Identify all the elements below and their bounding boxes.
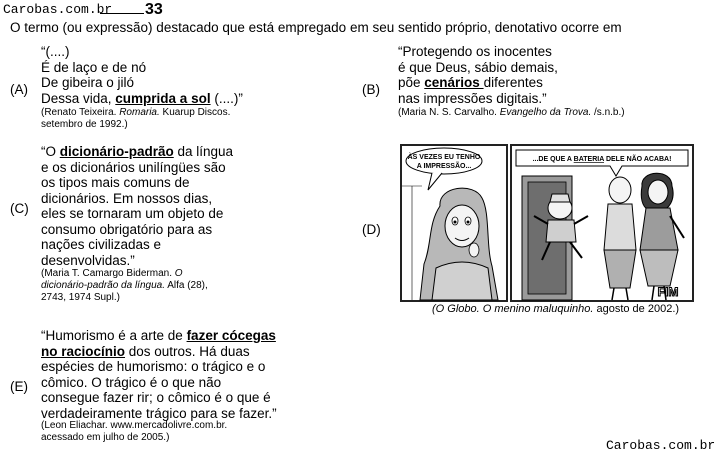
- question-stem: O termo (ou expressão) destacado que está empregado em seu sentido próprio, denotativo ocorre em: [10, 20, 622, 35]
- option-a-line: É de laço e de nó: [41, 59, 147, 75]
- option-b-line: “Protegendo os inocentes: [398, 44, 552, 59]
- option-a-line: De gibeira o jiló: [41, 75, 135, 90]
- site-name-bottom: Carobas.com.br: [606, 438, 715, 453]
- option-e-line: consegue fazer rir; o cômico é o que é: [41, 390, 271, 405]
- option-a-text: [41, 44, 243, 106]
- option-e-line: cômico. O trágico é o que não: [41, 374, 222, 390]
- option-e-highlight-2: no raciocínio: [41, 343, 126, 359]
- option-b-text: [398, 44, 558, 106]
- bubble-2: ...DE QUE A BATERIA DELE NÃO ACABA!: [532, 156, 672, 163]
- comic-panel-2: [510, 144, 694, 302]
- comic-end-label: FIM: [657, 285, 679, 299]
- option-e-source: (Leon Eliachar. www.mercadolivre.com.br. acessado em julho de 2005.): [41, 420, 228, 443]
- option-e-line: “Humorismo é a arte de fazer cócegas: [41, 328, 276, 343]
- bubble-2-highlight: BATERIA: [573, 156, 605, 163]
- option-b-line: põe cenários diferentes: [398, 75, 543, 90]
- option-d-label: (D): [362, 222, 381, 237]
- bubble-1-line-1: ÀS VEZES EU TENHO: [407, 154, 481, 161]
- question-number: 33: [145, 1, 163, 18]
- option-c-line: desenvolvidas.”: [41, 252, 135, 268]
- comic-panel-1-art: [402, 146, 506, 300]
- question-number-rule: [100, 13, 144, 14]
- bubble-1-line-2: A IMPRESSÃO...: [416, 163, 472, 170]
- comic-panel-1: [400, 144, 508, 302]
- option-a-line: “(....): [41, 44, 70, 59]
- option-c-line: nações civilizadas e: [41, 237, 162, 252]
- option-b-highlight: cenários: [424, 75, 484, 90]
- option-a-label: (A): [10, 82, 28, 97]
- option-e-line: espécies de humorismo: o trágico e o: [41, 359, 266, 374]
- option-a-line: Dessa vida, cumprida a sol (....)”: [41, 90, 243, 106]
- option-b-line: nas impressões digitais.”: [398, 90, 547, 106]
- option-e-line: no raciocínio dos outros. Há duas: [41, 343, 250, 359]
- option-b-line: é que Deus, sábio demais,: [398, 59, 558, 75]
- option-c-line: “O dicionário-padrão da língua: [41, 144, 234, 159]
- option-c-highlight: dicionário-padrão: [59, 144, 174, 159]
- option-c-text: [41, 144, 233, 268]
- option-a-source: (Renato Teixeira. Romaria. Kuarup Discos. setembro de 1992.): [41, 107, 231, 130]
- option-b-source: (Maria N. S. Carvalho. Evangelho da Trova. /s.n.b.): [398, 107, 625, 118]
- option-e-line: verdadeiramente trágico para se fazer.”: [41, 405, 277, 421]
- option-e-label: (E): [10, 379, 28, 394]
- option-c-line: eles se tornaram um objeto de: [41, 206, 224, 221]
- option-e-text: [41, 328, 277, 421]
- option-c-line: os tipos mais comuns de: [41, 175, 190, 190]
- site-name-top: Carobas.com.br: [3, 2, 113, 17]
- option-d-caption: (O Globo. O menino maluquinho. agosto de 2002.): [432, 303, 680, 315]
- comic-panel-2-art: [512, 146, 692, 300]
- option-a-highlight: cumprida a sol: [115, 90, 211, 106]
- option-c-line: e os dicionários unilíngües são: [41, 159, 226, 175]
- option-e-highlight: fazer cócegas: [186, 328, 276, 343]
- option-b-label: (B): [362, 82, 380, 97]
- option-c-line: dicionários. Em nossos dias,: [41, 190, 213, 206]
- option-c-label: (C): [10, 201, 29, 216]
- option-c-line: consumo obrigatório para as: [41, 221, 213, 237]
- option-c-source: (Maria T. Camargo Biderman. O dicionário-padrão da língua. Alfa (28), 2743, 1974 Supl.): [41, 268, 208, 303]
